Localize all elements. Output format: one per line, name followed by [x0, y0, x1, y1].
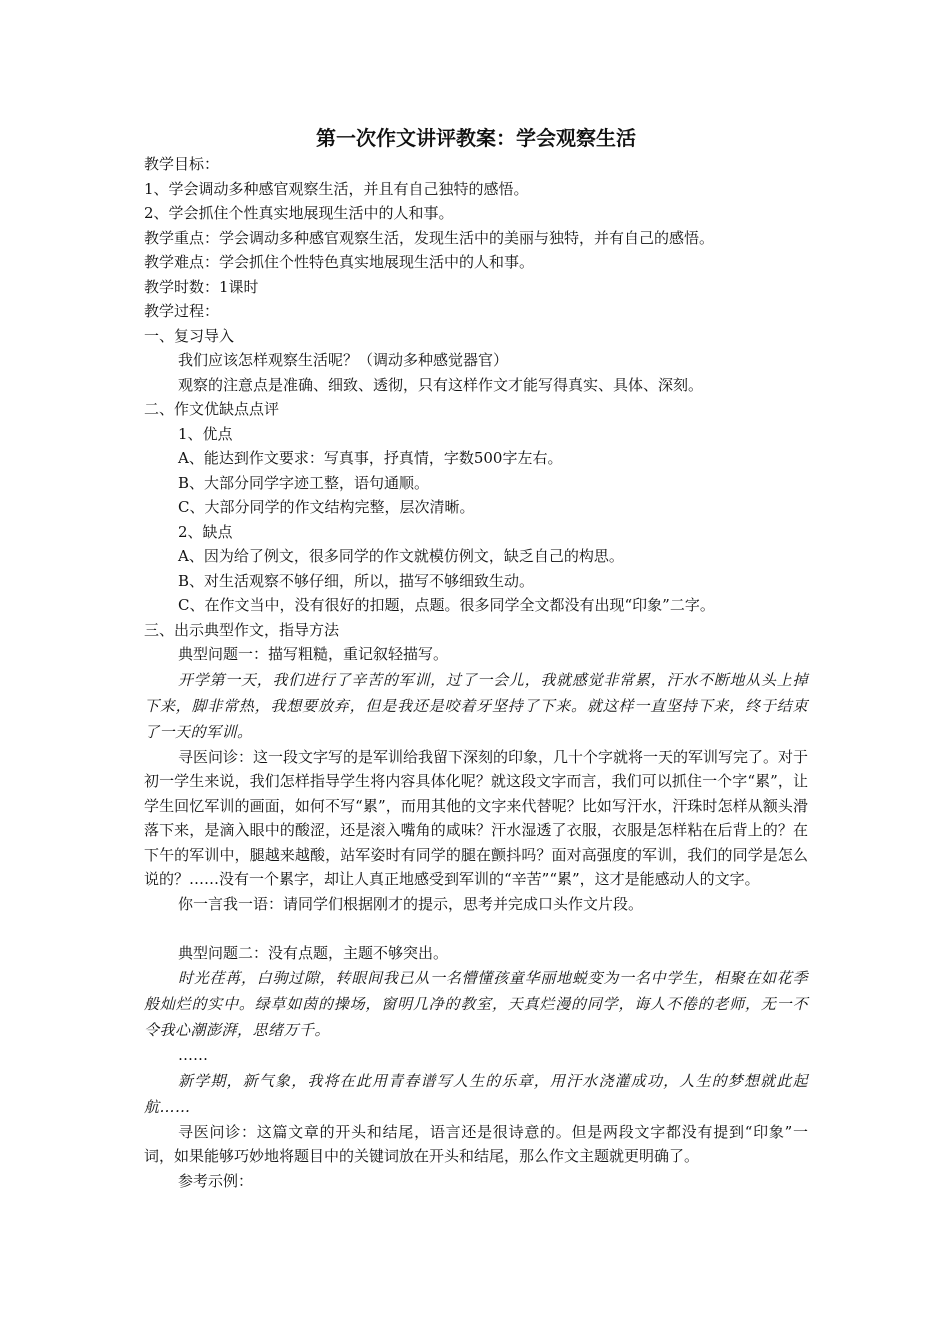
goal-2: 2、学会抓住个性真实地展现生活中的人和事。 — [144, 204, 454, 222]
process-heading: 教学过程： — [144, 302, 220, 320]
section-2-heading: 二、作文优缺点点评 — [144, 400, 280, 418]
disadvantage-b: B、对生活观察不够仔细，所以，描写不够细致生动。 — [178, 571, 535, 590]
reference-example-heading: 参考示例： — [178, 1171, 254, 1190]
disadvantage-c: C、在作文当中，没有很好的扣题，点题。很多同学全文都没有出现“印象”二字。 — [178, 596, 715, 614]
spacer — [144, 916, 808, 941]
goals-heading: 教学目标： — [144, 155, 220, 173]
goal-1: 1、学会调动多种感官观察生活，并且有自己独特的感悟。 — [144, 179, 529, 198]
teaching-focus: 教学重点：学会调动多种感官观察生活，发现生活中的美丽与独特，并有自己的感悟。 — [144, 228, 715, 247]
page-title: 第一次作文讲评教案：学会观察生活 — [316, 126, 636, 150]
teaching-difficulty: 教学难点：学会抓住个性特色真实地展现生活中的人和事。 — [144, 253, 535, 271]
section-3-heading: 三、出示典型作文，指导方法 — [144, 620, 340, 639]
advantages-heading: 1、优点 — [178, 424, 233, 443]
problem-2-heading: 典型问题二：没有点题，主题不够突出。 — [178, 943, 449, 962]
problem-2-example-opening: 时光荏苒，白驹过隙，转眼间我已从一名懵懂孩童华丽地蜕变为一名中学生，相聚在如花季般灿烂的实中。绿草如茵的操场，窗明几净的教室，天真烂漫的同学，诲人不倦的老师，无一不令我心潮澎湃，思绪万千。 — [144, 969, 808, 1039]
advantage-c: C、大部分同学的作文结构完整，层次清晰。 — [178, 498, 475, 516]
section-1-text-2: 观察的注意点是准确、细致、透彻，只有这样作文才能写得真实、具体、深刻。 — [178, 375, 704, 394]
disadvantage-a: A、因为给了例文，很多同学的作文就模仿例文，缺乏自己的构思。 — [178, 547, 624, 565]
disadvantages-heading: 2、缺点 — [178, 522, 233, 541]
problem-1-task: 你一言我一语：请同学们根据刚才的提示，思考并完成口头作文片段。 — [178, 894, 644, 913]
problem-2-example-ending: 新学期，新气象，我将在此用青春谱写人生的乐章，用汗水浇灌成功，人生的梦想就此起航…… — [144, 1071, 808, 1116]
advantage-b: B、大部分同学字迹工整，语句通顺。 — [178, 473, 430, 492]
problem-1-heading: 典型问题一：描写粗糙，重记叙轻描写。 — [178, 645, 449, 663]
problem-1-diagnosis: 寻医问诊：这一段文字写的是军训给我留下深刻的印象，几十个字就将一天的军训写完了。对于初一学生来说，我们怎样指导学生将内容具体化呢？就这段文字而言，我们可以抓住一个字“累”，让学生回忆军训的画面，如何不写“累”，而用其他的文字来代替呢？比如写汗水，汗珠时怎样从额头滑落下来，是滴入眼中的酸涩，还是滚入嘴角的咸味？汗水湿透了衣服，衣服是怎样粘在后背上的？在下午的军训中，腿越来越酸，站军姿时有同学的腿在颤抖吗？面对高强度的军训，我们的同学是怎么说的？……没有一个累字，却让人真正地感受到军训的“辛苦”“累”，这才是能感动人的文字。 — [144, 747, 809, 888]
section-1-heading: 一、复习导入 — [144, 326, 235, 345]
section-1-text-1: 我们应该怎样观察生活呢？（调动多种感觉器官） — [178, 351, 509, 369]
problem-2-diagnosis: 寻医问诊：这篇文章的开头和结尾，语言还是很诗意的。但是两段文字都没有提到“印象”一词，如果能够巧妙地将题目中的关键词放在开头和结尾，那么作文主题就更明确了。 — [144, 1122, 808, 1165]
teaching-hours: 教学时数：1课时 — [144, 277, 259, 296]
document-body — [144, 124, 808, 1193]
problem-1-example: 开学第一天，我们进行了辛苦的军训，过了一会儿，我就感觉非常累，汗水不断地从头上掉下来，脚非常热，我想要放弃，但是我还是咬着牙坚持了下来。就这样一直坚持下来，终于结束了一天的军训。 — [144, 670, 808, 741]
advantage-a: A、能达到作文要求：写真事，抒真情，字数500字左右。 — [178, 449, 563, 467]
ellipsis: …… — [178, 1046, 208, 1064]
